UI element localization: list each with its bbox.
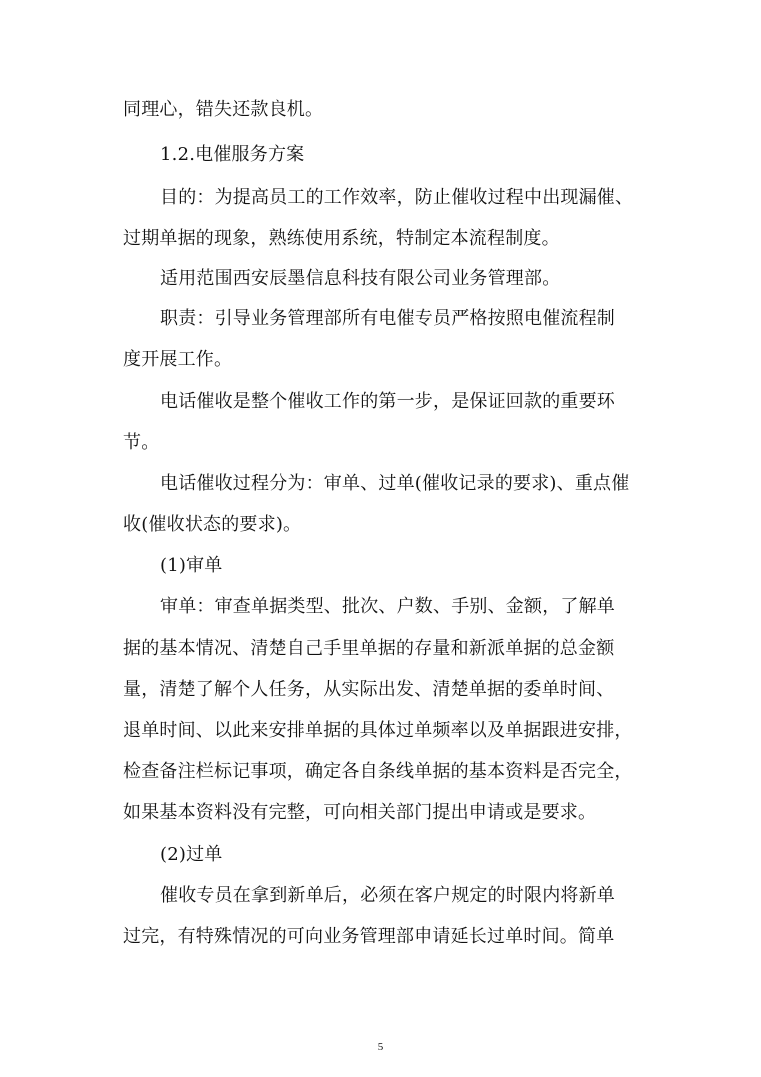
text-line: 电话催收是整个催收工作的第一步，是保证回款的重要环	[160, 391, 615, 412]
text-line: 量，清楚了解个人任务，从实际出发、清楚单据的委单时间、	[123, 679, 615, 700]
text-line: 过期单据的现象，熟练使用系统，特制定本流程制度。	[123, 228, 560, 249]
section-heading: (1)审单	[160, 555, 223, 576]
text-line: 收(催收状态的要求)。	[123, 514, 302, 535]
text-line: 过完，有特殊情况的可向业务管理部申请延长过单时间。简单	[123, 926, 615, 947]
page-number: 5	[377, 1041, 384, 1053]
text-line: 职责：引导业务管理部所有电催专员严格按照电催流程制	[160, 308, 615, 329]
text-line: 目的：为提高员工的工作效率，防止催收过程中出现漏催、	[160, 187, 634, 208]
text-line: 退单时间、以此来安排单据的具体过单频率以及单据跟进安排，	[123, 720, 633, 741]
text-line: 节。	[123, 432, 160, 453]
text-line: 如果基本资料没有完整，可向相关部门提出申请或是要求。	[123, 802, 597, 823]
text-line: 同理心，错失还款良机。	[123, 99, 324, 120]
text-line: 度开展工作。	[123, 349, 233, 370]
text-line: 检查备注栏标记事项，确定各自条线单据的基本资料是否完全，	[123, 761, 633, 782]
section-heading: (2)过单	[160, 844, 223, 865]
text-line: 电话催收过程分为：审单、过单(催收记录的要求)、重点催	[160, 473, 630, 494]
text-line: 审单：审查单据类型、批次、户数、手别、金额，了解单	[160, 596, 615, 617]
text-line: 适用范围西安辰墨信息科技有限公司业务管理部。	[160, 268, 561, 289]
text-line: 催收专员在拿到新单后，必须在客户规定的时限内将新单	[160, 885, 615, 906]
text-line: 据的基本情况、清楚自己手里单据的存量和新派单据的总金额	[123, 638, 615, 659]
section-heading: 1.2.电催服务方案	[160, 144, 305, 165]
